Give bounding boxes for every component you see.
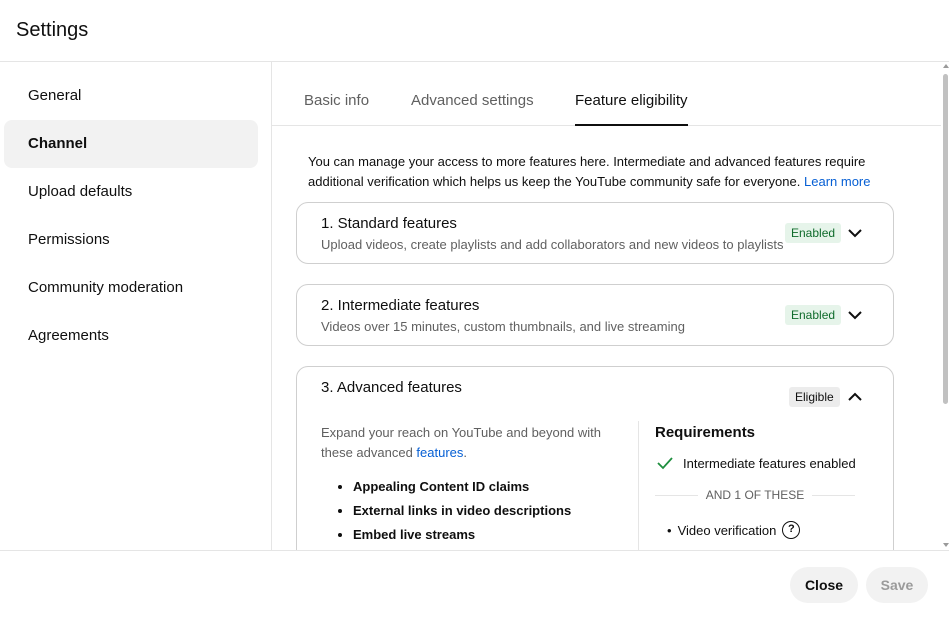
sidebar-item-upload-defaults[interactable]: Upload defaults	[28, 183, 133, 200]
scroll-down-arrow-icon[interactable]	[943, 543, 949, 547]
advanced-description	[321, 423, 621, 463]
requirement-met-label: Intermediate features enabled	[683, 455, 856, 471]
close-button[interactable]: Close	[790, 567, 858, 603]
sidebar-item-community-moderation[interactable]: Community moderation	[28, 279, 184, 296]
intermediate-features-card[interactable]	[296, 284, 894, 346]
settings-sidebar	[0, 62, 272, 550]
advanced-features-card	[296, 366, 894, 550]
sidebar-item-channel[interactable]: Channel	[4, 120, 258, 168]
and-label: AND 1 OF THESE	[705, 488, 805, 502]
tab-feature-eligibility[interactable]: Feature eligibility	[575, 92, 688, 126]
chevron-up-icon[interactable]	[843, 385, 867, 409]
check-icon	[655, 453, 675, 473]
card-description: Upload videos, create playlists and add collaborators and new videos to playlists	[321, 237, 784, 252]
bullet: •	[667, 522, 672, 538]
status-badge: Eligible	[789, 387, 840, 407]
dialog-footer	[0, 550, 949, 618]
requirement-option	[667, 521, 800, 539]
requirement-option-label: Video verification	[677, 522, 777, 538]
scroll-thumb[interactable]	[943, 74, 948, 404]
help-icon[interactable]: ?	[782, 521, 800, 539]
intro-body: You can manage your access to more features here. Intermediate and advanced features require additional verification which helps us keep the YouTube community safe for everyone.	[308, 154, 866, 189]
separator-line	[812, 495, 855, 496]
list-item: • Embed live streams	[353, 523, 571, 547]
scrollbar[interactable]	[941, 62, 949, 550]
card-description: Videos over 15 minutes, custom thumbnails, and live streaming	[321, 319, 685, 334]
separator-line	[655, 495, 698, 496]
advanced-description-end: .	[463, 445, 468, 460]
column-divider	[638, 421, 639, 550]
tab-advanced-settings[interactable]: Advanced settings	[411, 92, 534, 109]
list-item: • External links in video descriptions	[353, 499, 571, 523]
advanced-description-text: Expand your reach on YouTube and beyond with these advanced	[321, 425, 601, 460]
chevron-down-icon[interactable]	[843, 303, 867, 327]
learn-more-link[interactable]: Learn more	[804, 174, 871, 189]
card-title: 1. Standard features	[321, 215, 457, 232]
tab-bar	[272, 62, 941, 126]
main-content	[272, 62, 949, 550]
intro-text	[308, 152, 888, 192]
dialog-header	[0, 0, 949, 62]
features-link[interactable]: features	[416, 445, 464, 460]
tab-basic-info[interactable]: Basic info	[304, 92, 370, 109]
chevron-down-icon[interactable]	[843, 221, 867, 245]
card-title: 2. Intermediate features	[321, 297, 480, 314]
sidebar-item-agreements[interactable]: Agreements	[28, 327, 109, 344]
requirements-title: Requirements	[655, 424, 756, 441]
status-badge: Enabled	[785, 223, 841, 243]
dialog-title: Settings	[16, 19, 89, 41]
and-separator	[655, 487, 855, 503]
sidebar-item-general[interactable]: General	[28, 87, 82, 104]
standard-features-card[interactable]	[296, 202, 894, 264]
save-button[interactable]: Save	[866, 567, 928, 603]
advanced-feature-list	[353, 475, 571, 547]
requirement-met-row	[655, 453, 856, 473]
sidebar-item-permissions[interactable]: Permissions	[28, 231, 110, 248]
status-badge: Enabled	[785, 305, 841, 325]
scroll-up-arrow-icon[interactable]	[943, 64, 949, 68]
list-item: • Appealing Content ID claims	[353, 475, 571, 499]
card-title: 3. Advanced features	[321, 379, 462, 396]
